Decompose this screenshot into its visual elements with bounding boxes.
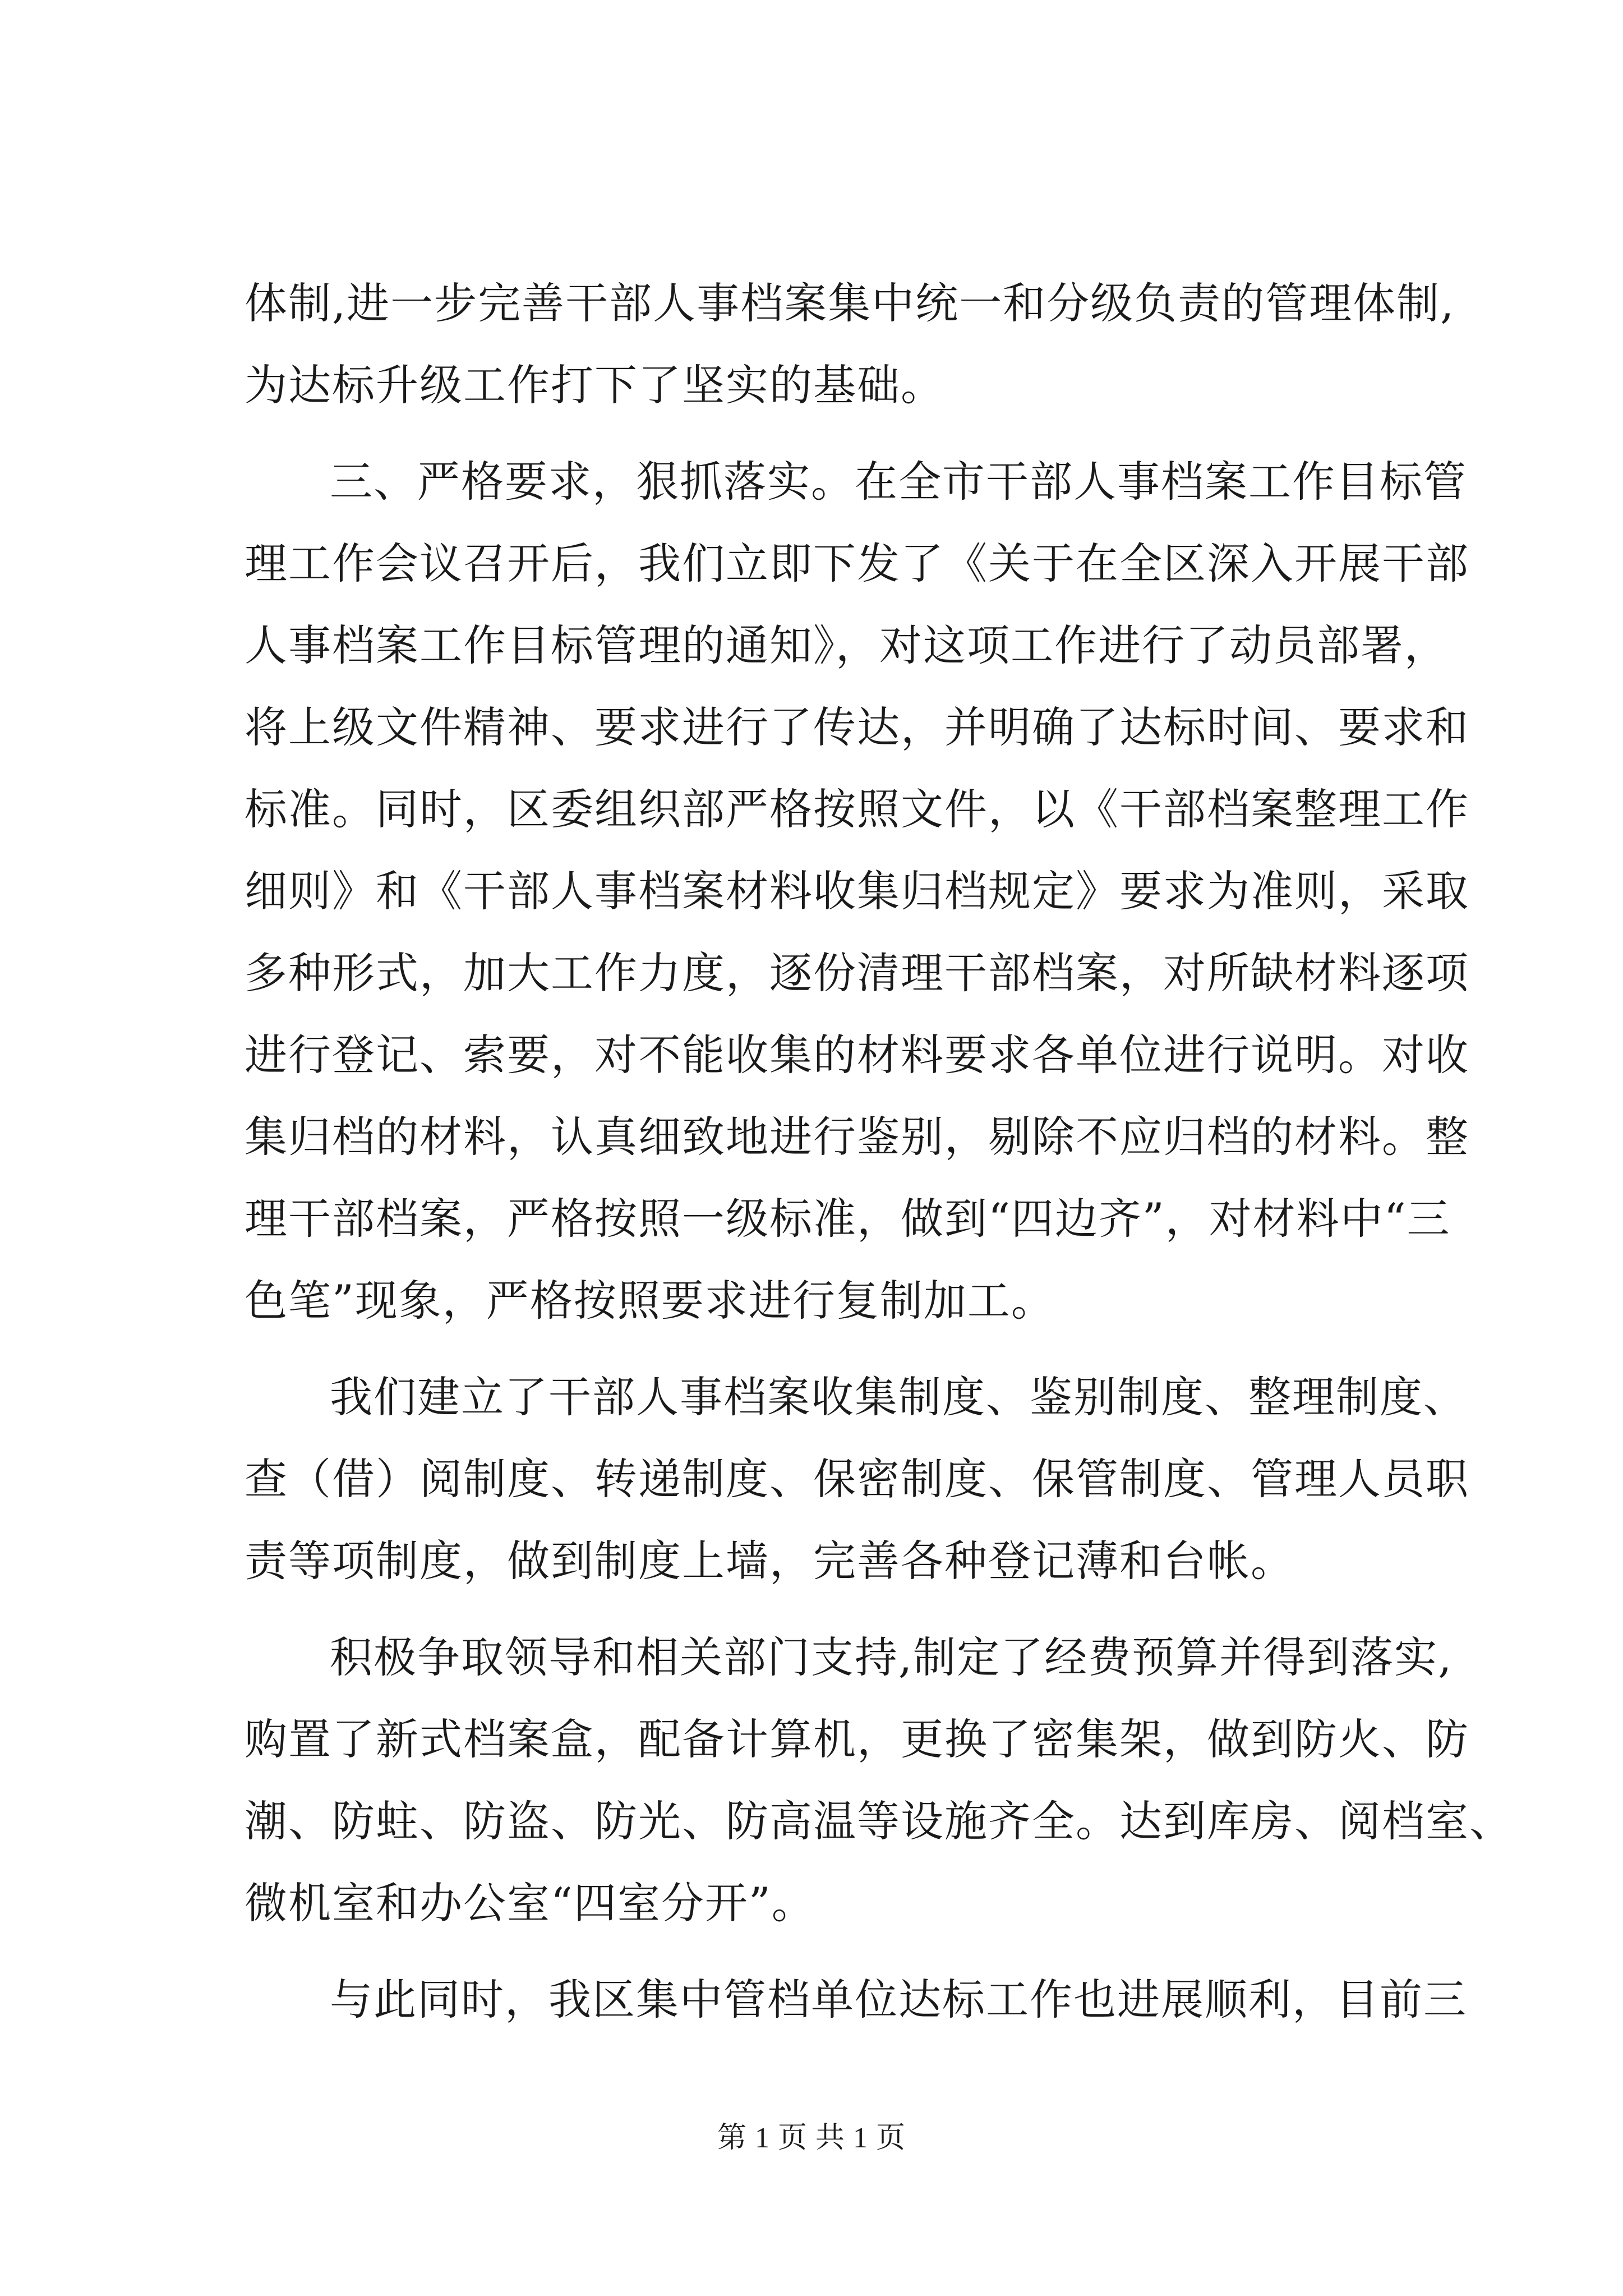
paragraph-line: 为达标升级工作打下了坚实的基础。 bbox=[245, 360, 944, 410]
document-body bbox=[245, 263, 1513, 2041]
paragraph-line: 潮、防蛀、防盗、防光、防高温等设施齐全。达到库房、阅档室、 bbox=[245, 1796, 1513, 1846]
paragraph-line: 理干部档案，严格按照一级标准，做到“四边齐”，对材料中“三 bbox=[245, 1194, 1451, 1244]
paragraph-line: 色笔”现象，严格按照要求进行复制加工。 bbox=[245, 1276, 1055, 1326]
paragraph-line: 进行登记、索要，对不能收集的材料要求各单位进行说明。对收 bbox=[245, 1030, 1469, 1080]
paragraph-line: 我们建立了干部人事档案收集制度、鉴别制度、整理制度、 bbox=[330, 1372, 1467, 1422]
paragraph-line: 查（借）阅制度、转递制度、保密制度、保管制度、管理人员职 bbox=[245, 1454, 1469, 1504]
paragraph-line: 多种形式，加大工作力度，逐份清理干部档案，对所缺材料逐项 bbox=[245, 948, 1469, 998]
paragraph-line: 细则》和《干部人事档案材料收集归档规定》要求为准则，采取 bbox=[245, 866, 1469, 916]
page-footer: 第 1 页 共 1 页 bbox=[717, 2122, 906, 2154]
paragraph-line: 人事档案工作目标管理的通知》，对这项工作进行了动员部署， bbox=[245, 620, 1448, 670]
paragraph-line: 体制,进一步完善干部人事档案集中统一和分级负责的管理体制, bbox=[245, 278, 1455, 328]
paragraph-line: 购置了新式档案盒，配备计算机，更换了密集架，做到防火、防 bbox=[245, 1714, 1469, 1764]
paragraph-line: 微机室和办公室“四室分开”。 bbox=[245, 1878, 815, 1928]
paragraph-line: 将上级文件精神、要求进行了传达，并明确了达标时间、要求和 bbox=[245, 702, 1469, 752]
paragraph-line: 责等项制度，做到制度上墙，完善各种登记薄和台帐。 bbox=[245, 1536, 1294, 1586]
paragraph-line: 理工作会议召开后，我们立即下发了《关于在全区深入开展干部 bbox=[245, 539, 1469, 588]
paragraph-line: 积极争取领导和相关部门支持,制定了经费预算并得到落实, bbox=[330, 1632, 1453, 1682]
paragraph-line: 三、严格要求，狠抓落实。在全市干部人事档案工作目标管 bbox=[330, 457, 1467, 507]
paragraph-line: 与此同时，我区集中管档单位达标工作也进展顺利，目前三 bbox=[330, 1975, 1467, 2024]
paragraph-line: 标准。同时，区委组织部严格按照文件，以《干部档案整理工作 bbox=[245, 784, 1469, 834]
paragraph-line: 集归档的材料，认真细致地进行鉴别，剔除不应归档的材料。整 bbox=[245, 1112, 1469, 1162]
